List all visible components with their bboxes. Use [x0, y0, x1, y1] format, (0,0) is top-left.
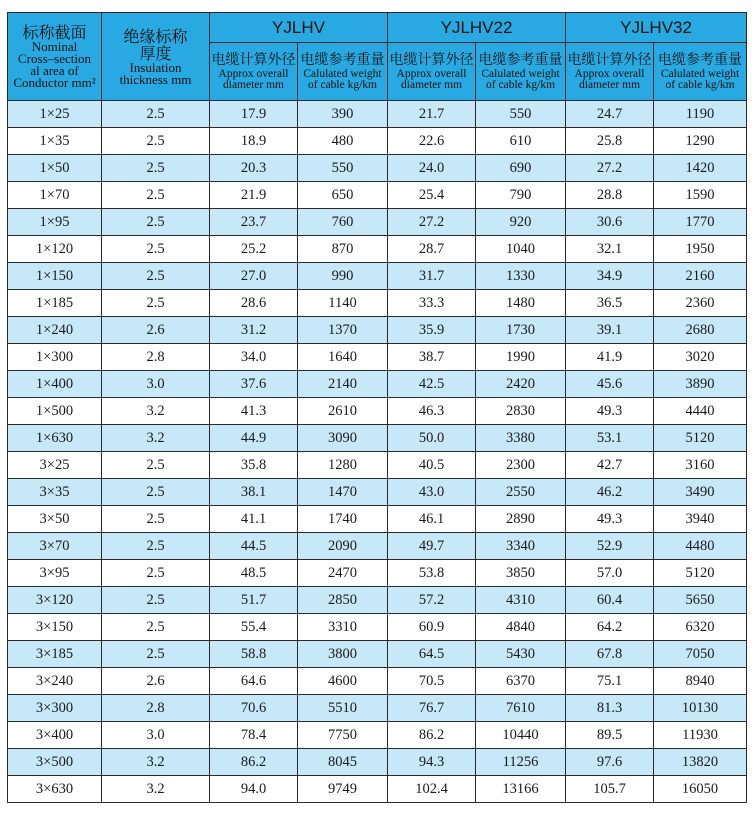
cell-yjlhv32-weight: 3160: [654, 452, 747, 479]
cell-yjlhv22-weight: 13166: [476, 776, 566, 803]
cell-yjlhv22-diameter: 94.3: [388, 749, 476, 776]
table-row: [8, 452, 747, 479]
cell-yjlhv-diameter: 64.6: [210, 668, 298, 695]
cell-yjlhv32-weight: 4480: [654, 533, 747, 560]
cell-yjlhv32-diameter: 49.3: [566, 398, 654, 425]
cell-yjlhv22-weight: 4310: [476, 587, 566, 614]
cell-yjlhv22-diameter: 22.6: [388, 128, 476, 155]
cell-yjlhv32-diameter: 52.9: [566, 533, 654, 560]
cell-cross-section: 1×150: [8, 263, 102, 290]
header-cross-section-en-2: Cross–section: [18, 51, 91, 66]
cell-insulation: 2.6: [102, 668, 210, 695]
cell-insulation: 2.6: [102, 317, 210, 344]
cell-cross-section: 1×185: [8, 290, 102, 317]
cell-yjlhv32-diameter: 41.9: [566, 344, 654, 371]
cell-insulation: 2.5: [102, 155, 210, 182]
cell-yjlhv22-weight: 6370: [476, 668, 566, 695]
cell-yjlhv32-weight: 1590: [654, 182, 747, 209]
cell-yjlhv-weight: 7750: [298, 722, 388, 749]
header-diameter: [566, 43, 654, 101]
cell-yjlhv32-weight: 10130: [654, 695, 747, 722]
cell-yjlhv32-diameter: 30.6: [566, 209, 654, 236]
cell-cross-section: 3×400: [8, 722, 102, 749]
cell-insulation: 2.8: [102, 344, 210, 371]
table-row: [8, 209, 747, 236]
cell-yjlhv-weight: 3310: [298, 614, 388, 641]
cell-yjlhv22-weight: 3380: [476, 425, 566, 452]
header-insulation: [102, 13, 210, 101]
cell-yjlhv-weight: 870: [298, 236, 388, 263]
table-row: [8, 263, 747, 290]
cell-yjlhv32-diameter: 49.3: [566, 506, 654, 533]
cell-yjlhv32-weight: 3940: [654, 506, 747, 533]
header-cross-section-en-3: al area of: [30, 63, 79, 78]
cell-yjlhv22-diameter: 25.4: [388, 182, 476, 209]
cell-yjlhv22-diameter: 86.2: [388, 722, 476, 749]
cell-yjlhv22-diameter: 43.0: [388, 479, 476, 506]
cell-yjlhv22-weight: 2550: [476, 479, 566, 506]
cell-insulation: 2.5: [102, 506, 210, 533]
header-diameter-zh: 电缆计算外径: [389, 52, 474, 68]
cell-yjlhv22-diameter: 57.2: [388, 587, 476, 614]
cell-yjlhv32-weight: 2680: [654, 317, 747, 344]
header-diameter-en: diameter mm: [579, 79, 641, 91]
header-cross-section-zh: 标称截面: [22, 23, 87, 42]
header-weight-en: Calulated weight: [660, 68, 740, 80]
cell-yjlhv-diameter: 21.9: [210, 182, 298, 209]
cell-yjlhv32-diameter: 81.3: [566, 695, 654, 722]
table-header: [8, 13, 747, 101]
cell-yjlhv-diameter: 41.3: [210, 398, 298, 425]
cell-insulation: 3.2: [102, 398, 210, 425]
cell-cross-section: 3×240: [8, 668, 102, 695]
cell-yjlhv32-diameter: 42.7: [566, 452, 654, 479]
cell-insulation: 2.5: [102, 452, 210, 479]
table-row: [8, 182, 747, 209]
cell-yjlhv22-diameter: 28.7: [388, 236, 476, 263]
cell-yjlhv-diameter: 27.0: [210, 263, 298, 290]
cell-yjlhv-diameter: 38.1: [210, 479, 298, 506]
table-row: [8, 290, 747, 317]
cell-yjlhv22-diameter: 35.9: [388, 317, 476, 344]
cell-yjlhv-diameter: 44.9: [210, 425, 298, 452]
header-weight-zh: 电缆参考重量: [658, 52, 743, 68]
cell-insulation: 3.2: [102, 749, 210, 776]
cell-insulation: 2.5: [102, 290, 210, 317]
cell-yjlhv-weight: 2850: [298, 587, 388, 614]
header-cross-section: [8, 13, 102, 101]
cell-yjlhv32-diameter: 27.2: [566, 155, 654, 182]
header-diameter-en: Approx overall: [218, 68, 289, 80]
cell-yjlhv22-weight: 1040: [476, 236, 566, 263]
cell-yjlhv-diameter: 17.9: [210, 101, 298, 128]
cell-yjlhv-diameter: 48.5: [210, 560, 298, 587]
table-row: [8, 695, 747, 722]
cell-yjlhv22-weight: 1990: [476, 344, 566, 371]
cell-yjlhv-weight: 2470: [298, 560, 388, 587]
table-row: [8, 641, 747, 668]
cell-cross-section: 3×630: [8, 776, 102, 803]
header-weight-zh: 电缆参考重量: [300, 52, 385, 68]
cell-yjlhv32-weight: 16050: [654, 776, 747, 803]
cell-yjlhv32-diameter: 60.4: [566, 587, 654, 614]
header-insulation-zh-2: 厚度: [139, 43, 172, 63]
header-weight-en: of cable kg/km: [486, 79, 556, 91]
cell-yjlhv-diameter: 55.4: [210, 614, 298, 641]
group-header-yjlhv22: YJLHV22: [388, 13, 566, 43]
cell-yjlhv32-diameter: 89.5: [566, 722, 654, 749]
header-weight: [476, 43, 566, 101]
cell-yjlhv-weight: 4600: [298, 668, 388, 695]
cell-yjlhv-diameter: 86.2: [210, 749, 298, 776]
table-row: [8, 506, 747, 533]
cell-yjlhv-diameter: 28.6: [210, 290, 298, 317]
table-row: [8, 587, 747, 614]
cell-yjlhv22-diameter: 70.5: [388, 668, 476, 695]
cell-yjlhv22-weight: 4840: [476, 614, 566, 641]
cell-yjlhv22-diameter: 31.7: [388, 263, 476, 290]
cell-insulation: 2.5: [102, 182, 210, 209]
cell-yjlhv32-weight: 1420: [654, 155, 747, 182]
header-cross-section-en-1: Nominal: [31, 39, 78, 54]
cell-insulation: 2.5: [102, 128, 210, 155]
cell-yjlhv22-weight: 790: [476, 182, 566, 209]
cell-yjlhv32-weight: 1190: [654, 101, 747, 128]
cell-cross-section: 3×95: [8, 560, 102, 587]
cell-yjlhv32-diameter: 45.6: [566, 371, 654, 398]
cell-yjlhv22-diameter: 49.7: [388, 533, 476, 560]
cell-yjlhv32-weight: 5120: [654, 560, 747, 587]
cell-cross-section: 1×300: [8, 344, 102, 371]
cell-cross-section: 3×500: [8, 749, 102, 776]
cell-yjlhv32-diameter: 36.5: [566, 290, 654, 317]
cell-yjlhv-diameter: 34.0: [210, 344, 298, 371]
cell-yjlhv22-weight: 10440: [476, 722, 566, 749]
cell-yjlhv22-weight: 1480: [476, 290, 566, 317]
cell-yjlhv-weight: 650: [298, 182, 388, 209]
table-row: [8, 533, 747, 560]
table-row: [8, 776, 747, 803]
cell-yjlhv32-weight: 1950: [654, 236, 747, 263]
cell-yjlhv32-diameter: 32.1: [566, 236, 654, 263]
cell-yjlhv-diameter: 44.5: [210, 533, 298, 560]
cell-insulation: 2.5: [102, 101, 210, 128]
cell-cross-section: 1×240: [8, 317, 102, 344]
cell-yjlhv22-diameter: 64.5: [388, 641, 476, 668]
cell-yjlhv32-diameter: 57.0: [566, 560, 654, 587]
table-row: [8, 317, 747, 344]
cell-yjlhv32-weight: 3890: [654, 371, 747, 398]
cell-yjlhv32-weight: 2160: [654, 263, 747, 290]
header-weight-en: of cable kg/km: [665, 79, 735, 91]
cell-yjlhv32-diameter: 28.8: [566, 182, 654, 209]
table-row: [8, 479, 747, 506]
cable-spec-table: [7, 12, 747, 803]
cell-yjlhv-diameter: 37.6: [210, 371, 298, 398]
cell-yjlhv-diameter: 31.2: [210, 317, 298, 344]
cell-yjlhv22-weight: 2890: [476, 506, 566, 533]
cell-yjlhv-weight: 3090: [298, 425, 388, 452]
cell-yjlhv-weight: 1740: [298, 506, 388, 533]
cell-yjlhv32-weight: 6320: [654, 614, 747, 641]
cell-cross-section: 1×120: [8, 236, 102, 263]
cell-yjlhv22-diameter: 53.8: [388, 560, 476, 587]
cell-cross-section: 1×500: [8, 398, 102, 425]
cell-insulation: 2.5: [102, 479, 210, 506]
table-row: [8, 749, 747, 776]
cell-yjlhv-diameter: 94.0: [210, 776, 298, 803]
header-weight-en: Calulated weight: [303, 68, 382, 80]
header-insulation-en-1: Insulation: [129, 59, 182, 75]
cell-cross-section: 3×25: [8, 452, 102, 479]
cell-yjlhv-diameter: 18.9: [210, 128, 298, 155]
cell-yjlhv32-diameter: 97.6: [566, 749, 654, 776]
table-row: [8, 425, 747, 452]
cell-insulation: 2.5: [102, 263, 210, 290]
header-weight-en: Calulated weight: [481, 68, 560, 80]
cell-yjlhv22-weight: 3850: [476, 560, 566, 587]
cell-cross-section: 3×70: [8, 533, 102, 560]
cell-yjlhv32-weight: 4440: [654, 398, 747, 425]
header-diameter-en: Approx overall: [574, 68, 645, 80]
cell-insulation: 2.5: [102, 641, 210, 668]
table-row: [8, 560, 747, 587]
cell-yjlhv32-weight: 5120: [654, 425, 747, 452]
cell-yjlhv22-diameter: 50.0: [388, 425, 476, 452]
cell-yjlhv22-diameter: 33.3: [388, 290, 476, 317]
cell-yjlhv-weight: 1280: [298, 452, 388, 479]
cell-yjlhv22-weight: 1330: [476, 263, 566, 290]
cell-cross-section: 3×150: [8, 614, 102, 641]
cell-yjlhv22-diameter: 38.7: [388, 344, 476, 371]
cell-yjlhv-weight: 1140: [298, 290, 388, 317]
cell-yjlhv22-weight: 7610: [476, 695, 566, 722]
cell-yjlhv22-weight: 2830: [476, 398, 566, 425]
cell-yjlhv32-diameter: 67.8: [566, 641, 654, 668]
cell-yjlhv-weight: 550: [298, 155, 388, 182]
cell-yjlhv-weight: 990: [298, 263, 388, 290]
cell-insulation: 2.5: [102, 209, 210, 236]
cell-yjlhv-weight: 3800: [298, 641, 388, 668]
header-diameter-en: diameter mm: [401, 79, 463, 91]
table-row: [8, 614, 747, 641]
table-row: [8, 668, 747, 695]
header-weight-en: of cable kg/km: [308, 79, 377, 91]
group-header-yjlhv: YJLHV: [210, 13, 388, 43]
cell-yjlhv-weight: 390: [298, 101, 388, 128]
group-header-yjlhv32: YJLHV32: [566, 13, 747, 43]
table-row: [8, 722, 747, 749]
cell-cross-section: 3×120: [8, 587, 102, 614]
cell-cross-section: 3×50: [8, 506, 102, 533]
cell-yjlhv-weight: 760: [298, 209, 388, 236]
cell-yjlhv32-diameter: 53.1: [566, 425, 654, 452]
cell-cross-section: 1×35: [8, 128, 102, 155]
cell-yjlhv32-diameter: 64.2: [566, 614, 654, 641]
table-row: [8, 371, 747, 398]
cell-insulation: 2.5: [102, 533, 210, 560]
cell-yjlhv32-weight: 5650: [654, 587, 747, 614]
header-diameter: [210, 43, 298, 101]
cell-yjlhv-diameter: 41.1: [210, 506, 298, 533]
cell-yjlhv22-diameter: 76.7: [388, 695, 476, 722]
cell-yjlhv-diameter: 70.6: [210, 695, 298, 722]
cell-yjlhv22-diameter: 46.3: [388, 398, 476, 425]
cell-yjlhv22-weight: 11256: [476, 749, 566, 776]
cell-yjlhv32-weight: 2360: [654, 290, 747, 317]
cell-yjlhv22-weight: 690: [476, 155, 566, 182]
cell-yjlhv22-diameter: 21.7: [388, 101, 476, 128]
header-weight: [298, 43, 388, 101]
cell-yjlhv22-weight: 5430: [476, 641, 566, 668]
table-row: [8, 344, 747, 371]
header-cross-section-en-4: Conductor mm²: [13, 75, 96, 90]
cell-insulation: 2.5: [102, 614, 210, 641]
table-row: [8, 101, 747, 128]
table-body: [8, 101, 747, 803]
header-weight: [654, 43, 747, 101]
cell-yjlhv22-weight: 920: [476, 209, 566, 236]
cell-yjlhv32-weight: 1290: [654, 128, 747, 155]
cell-yjlhv32-weight: 8940: [654, 668, 747, 695]
cell-yjlhv-weight: 1470: [298, 479, 388, 506]
header-diameter-en: Approx overall: [396, 68, 467, 80]
cell-yjlhv-weight: 5510: [298, 695, 388, 722]
cell-cross-section: 3×35: [8, 479, 102, 506]
cell-yjlhv32-weight: 7050: [654, 641, 747, 668]
header-diameter-zh: 电缆计算外径: [211, 52, 296, 68]
cell-yjlhv22-diameter: 46.1: [388, 506, 476, 533]
table-row: [8, 398, 747, 425]
cell-insulation: 2.5: [102, 560, 210, 587]
cell-yjlhv-diameter: 25.2: [210, 236, 298, 263]
cell-yjlhv-diameter: 35.8: [210, 452, 298, 479]
cell-cross-section: 1×25: [8, 101, 102, 128]
cell-yjlhv32-weight: 1770: [654, 209, 747, 236]
cell-yjlhv22-diameter: 27.2: [388, 209, 476, 236]
cell-yjlhv32-weight: 13820: [654, 749, 747, 776]
header-insulation-en-2: thickness mm: [119, 71, 192, 87]
cell-yjlhv32-diameter: 24.7: [566, 101, 654, 128]
cell-cross-section: 3×300: [8, 695, 102, 722]
cell-insulation: 3.2: [102, 776, 210, 803]
cell-yjlhv22-weight: 3340: [476, 533, 566, 560]
cell-yjlhv22-weight: 550: [476, 101, 566, 128]
cell-cross-section: 1×95: [8, 209, 102, 236]
cell-yjlhv22-weight: 1730: [476, 317, 566, 344]
cell-yjlhv-weight: 480: [298, 128, 388, 155]
cell-yjlhv-weight: 2610: [298, 398, 388, 425]
header-diameter-zh: 电缆计算外径: [567, 52, 652, 68]
cell-yjlhv22-diameter: 42.5: [388, 371, 476, 398]
cell-yjlhv-diameter: 58.8: [210, 641, 298, 668]
cell-insulation: 3.2: [102, 425, 210, 452]
cell-yjlhv-diameter: 51.7: [210, 587, 298, 614]
cell-yjlhv32-diameter: 25.8: [566, 128, 654, 155]
cell-yjlhv32-diameter: 75.1: [566, 668, 654, 695]
cell-yjlhv-weight: 8045: [298, 749, 388, 776]
cell-cross-section: 1×70: [8, 182, 102, 209]
cell-yjlhv-weight: 1640: [298, 344, 388, 371]
cell-cross-section: 1×50: [8, 155, 102, 182]
cell-yjlhv-diameter: 20.3: [210, 155, 298, 182]
cell-yjlhv22-diameter: 24.0: [388, 155, 476, 182]
cell-cross-section: 3×185: [8, 641, 102, 668]
table-row: [8, 236, 747, 263]
cell-yjlhv-weight: 1370: [298, 317, 388, 344]
cell-yjlhv22-diameter: 40.5: [388, 452, 476, 479]
table-row: [8, 155, 747, 182]
cell-yjlhv22-diameter: 60.9: [388, 614, 476, 641]
cell-yjlhv22-diameter: 102.4: [388, 776, 476, 803]
cell-insulation: 2.8: [102, 695, 210, 722]
cell-yjlhv32-weight: 3490: [654, 479, 747, 506]
cell-yjlhv-weight: 9749: [298, 776, 388, 803]
cell-yjlhv22-weight: 2420: [476, 371, 566, 398]
cell-insulation: 3.0: [102, 722, 210, 749]
cell-insulation: 2.5: [102, 236, 210, 263]
cell-yjlhv-weight: 2140: [298, 371, 388, 398]
header-diameter: [388, 43, 476, 101]
cell-yjlhv22-weight: 610: [476, 128, 566, 155]
header-diameter-en: diameter mm: [223, 79, 284, 91]
cell-insulation: 3.0: [102, 371, 210, 398]
cell-insulation: 2.5: [102, 587, 210, 614]
cell-yjlhv32-diameter: 105.7: [566, 776, 654, 803]
cell-cross-section: 1×400: [8, 371, 102, 398]
cell-cross-section: 1×630: [8, 425, 102, 452]
table-row: [8, 128, 747, 155]
cell-yjlhv32-diameter: 39.1: [566, 317, 654, 344]
cell-yjlhv-diameter: 23.7: [210, 209, 298, 236]
cell-yjlhv-diameter: 78.4: [210, 722, 298, 749]
cell-yjlhv22-weight: 2300: [476, 452, 566, 479]
cell-yjlhv32-weight: 11930: [654, 722, 747, 749]
cell-yjlhv32-diameter: 46.2: [566, 479, 654, 506]
cell-yjlhv32-diameter: 34.9: [566, 263, 654, 290]
cell-yjlhv32-weight: 3020: [654, 344, 747, 371]
header-insulation-zh-1: 绝缘标称: [123, 26, 188, 46]
cell-yjlhv-weight: 2090: [298, 533, 388, 560]
header-weight-zh: 电缆参考重量: [478, 52, 563, 68]
